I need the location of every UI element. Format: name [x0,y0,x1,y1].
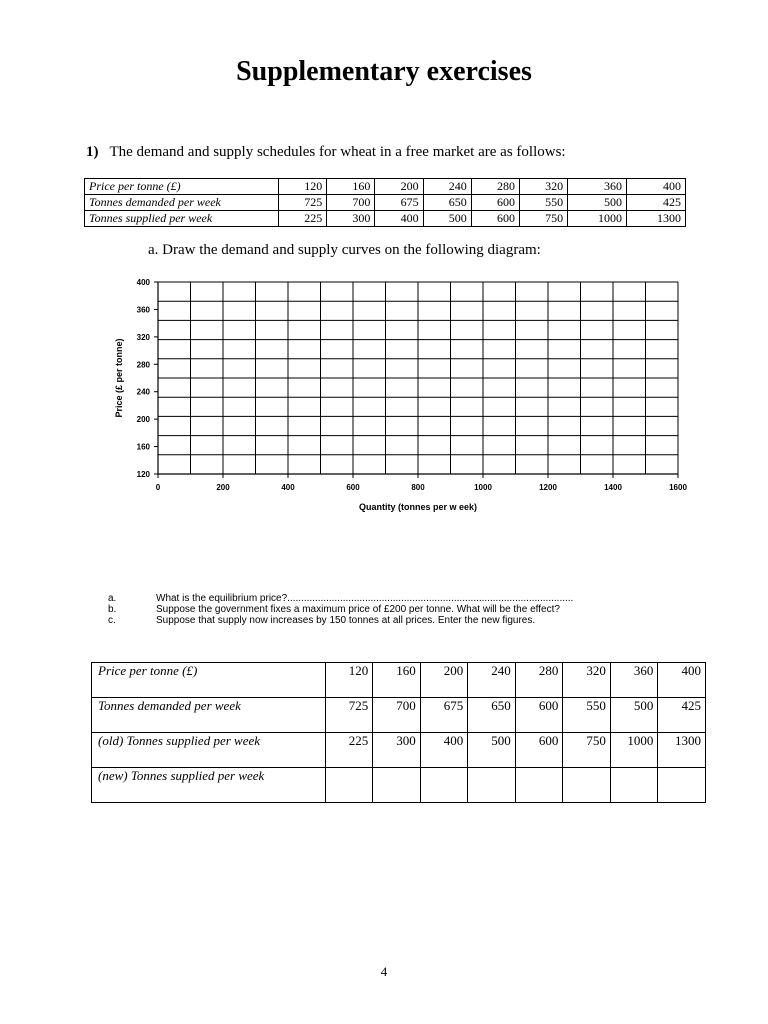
table-cell[interactable] [515,768,563,803]
page-title: Supplementary exercises [236,56,532,87]
x-tick-label: 1000 [474,483,492,492]
x-tick-label: 1400 [604,483,622,492]
table-cell: 1000 [610,733,658,768]
y-axis-label: Price (£ per tonne) [114,338,124,418]
row-label: (old) Tonnes supplied per week [92,733,326,768]
y-tick-label: 320 [136,332,150,342]
row-label: Price per tonne (£) [85,179,279,195]
row-label: Price per tonne (£) [92,663,326,698]
answer-row [92,663,706,698]
row-label: Tonnes demanded per week [85,195,279,211]
x-tick-label: 600 [346,483,360,492]
table-cell: 225 [279,211,327,227]
y-tick-label: 200 [136,415,150,425]
table-cell: 400 [420,733,468,768]
table-cell: 600 [515,733,563,768]
answer-row [92,698,706,733]
table-cell: 200 [420,663,468,698]
table-cell: 700 [327,195,375,211]
question-a-text: What is the equilibrium price?....................................................................................................... [156,593,574,604]
table-cell: 425 [627,195,686,211]
y-tick-label: 120 [136,470,150,479]
x-tick-label: 400 [281,483,295,492]
table-cell: 675 [375,195,423,211]
supply-demand-chart [100,262,700,522]
table-cell: 280 [515,663,563,698]
table-cell: 1300 [627,211,686,227]
table-cell: 320 [519,179,567,195]
row-label: Tonnes supplied per week [85,211,279,227]
schedule-row [85,195,686,211]
question-a-label: a. [108,593,117,604]
answer-table [91,662,706,803]
page-number: 4 [380,964,388,979]
question-c-text: Suppose that supply now increases by 150 tonnes at all prices. Enter the new figures. [156,615,536,626]
schedule-table [84,178,686,227]
table-cell: 600 [515,698,563,733]
answer-row [92,768,706,803]
table-cell: 120 [325,663,373,698]
y-tick-label: 240 [136,387,150,397]
table-cell: 1000 [568,211,627,227]
x-axis-label: Quantity (tonnes per w eek) [358,502,478,512]
x-tick-label: 1600 [669,483,687,492]
table-cell: 160 [373,663,421,698]
table-cell: 400 [627,179,686,195]
table-cell[interactable] [468,768,516,803]
y-tick-label: 400 [136,278,150,287]
table-cell: 240 [468,663,516,698]
y-tick-label: 360 [136,305,150,315]
row-label: Tonnes demanded per week [92,698,326,733]
table-cell[interactable] [420,768,468,803]
table-cell: 300 [373,733,421,768]
table-cell: 675 [420,698,468,733]
table-cell: 280 [471,179,519,195]
table-cell[interactable] [563,768,611,803]
table-cell: 750 [563,733,611,768]
table-cell[interactable] [373,768,421,803]
question-b-label: b. [108,604,117,615]
table-cell: 225 [325,733,373,768]
table-cell: 725 [279,195,327,211]
table-cell: 500 [423,211,471,227]
table-cell: 550 [519,195,567,211]
row-label: (new) Tonnes supplied per week [92,768,326,803]
table-cell: 700 [373,698,421,733]
table-cell: 160 [327,179,375,195]
table-cell: 360 [568,179,627,195]
answer-row [92,733,706,768]
x-tick-label: 0 [155,483,161,492]
table-cell[interactable] [610,768,658,803]
table-cell[interactable] [325,768,373,803]
table-cell: 500 [468,733,516,768]
table-cell: 360 [610,663,658,698]
question-b-text: Suppose the government fixes a maximum price of £200 per tonne. What will be the effect? [156,604,560,615]
question-c-label: c. [108,615,116,626]
table-cell: 600 [471,195,519,211]
table-cell: 650 [468,698,516,733]
table-cell: 200 [375,179,423,195]
table-cell: 550 [563,698,611,733]
subquestion-a: a. Draw the demand and supply curves on the following diagram: [148,242,541,258]
x-tick-label: 800 [411,483,425,492]
table-cell[interactable] [658,768,706,803]
question-1-text: The demand and supply schedules for wheat in a free market are as follows: [109,144,566,160]
table-cell: 320 [563,663,611,698]
table-cell: 725 [325,698,373,733]
table-cell: 425 [658,698,706,733]
x-tick-label: 1200 [539,483,557,492]
table-cell: 500 [610,698,658,733]
x-tick-label: 200 [216,483,230,492]
y-tick-label: 280 [136,360,150,370]
schedule-row [85,179,686,195]
table-cell: 300 [327,211,375,227]
table-cell: 600 [471,211,519,227]
table-cell: 500 [568,195,627,211]
table-cell: 1300 [658,733,706,768]
question-1 [86,144,566,161]
table-cell: 400 [375,211,423,227]
table-cell: 750 [519,211,567,227]
y-tick-label: 160 [136,442,150,452]
table-cell: 400 [658,663,706,698]
table-cell: 240 [423,179,471,195]
table-cell: 650 [423,195,471,211]
question-1-number: 1) [86,144,99,160]
table-cell: 120 [279,179,327,195]
schedule-row [85,211,686,227]
